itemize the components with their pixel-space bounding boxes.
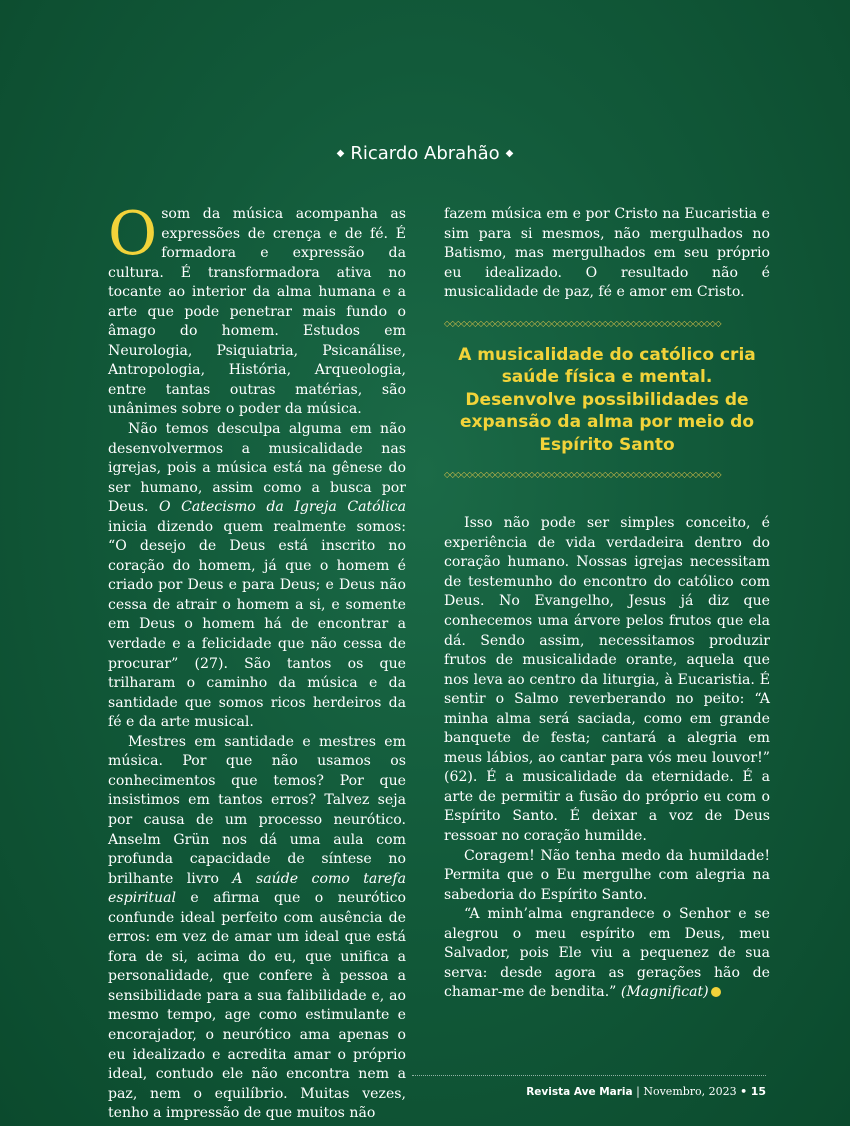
right-column bbox=[444, 205, 770, 1003]
book-title: A saúde como tarefa espiritual bbox=[108, 870, 406, 907]
byline bbox=[0, 143, 850, 164]
paragraph: Isso não pode ser simples conceito, é experiência de vida verdadeira dentro do coração humano. Nossas igrejas necessitam de testemunho do encontro do católico com Deus. No Evangelho, Jesus já diz que conhecemos uma árvore pelos frutos que ela dá. Sendo assim, necessitamos produzir frutos de musicalidade orante, aquela que nos leva ao centro da liturgia, à Eucaristia. É sentir o Salmo reverberando no peito: “A minha alma será saciada, como em grande banquete de festa; cantará a alegria em meus lábios, ao cantar para vós meu louvor!” (62). É a musicalidade da eternidade. É a arte de permitir a fusão do próprio eu com o Espírito Santo. É deixar a voz de Deus ressoar no coração humilde. bbox=[444, 515, 770, 844]
ornament-divider: ◇◇◇◇◇◇◇◇◇◇◇◇◇◇◇◇◇◇◇◇◇◇◇◇◇◇◇◇◇◇◇◇◇◇◇◇◇◇◇◇◇◇◇◇◇◇◇◇◇ bbox=[444, 470, 721, 480]
paragraph: “A minh’alma engrandece o Senhor e se alegrou o meu espírito em Deus, meu Salvador, pois Ele viu a pequenez de sua serva: desde agora as gerações hão de chamar-me de bendita.” (Magnificat) bbox=[444, 906, 770, 1001]
author-name: Ricardo Abrahão bbox=[350, 143, 500, 164]
end-mark-icon bbox=[711, 987, 721, 997]
left-column bbox=[108, 199, 406, 1124]
diamond-icon: ◆ bbox=[505, 148, 514, 159]
paragraph: Coragem! Não tenha medo da humildade! Permita que o Eu mergulhe com alegria na sabedoria do Espírito Santo. bbox=[444, 847, 770, 903]
footer-bullet: • bbox=[740, 1085, 748, 1098]
paragraph: Osom da música acompanha as expressões de crença e de fé. É formadora e expressão da cultura. É transformadora ativa no tocante ao interior da alma humana e a arte que pode penetrar mais fundo o âmago do homem. Estudos em Neurologia, Psiquiatria, Psicanálise, Antropologia, História, Arqueologia, entre tantas outras matérias, são unânimes sobre o poder da música. bbox=[108, 199, 406, 418]
diamond-icon: ◆ bbox=[336, 148, 345, 159]
page-number: 15 bbox=[750, 1085, 766, 1098]
footer bbox=[526, 1085, 766, 1098]
book-title: O Catecismo da Igreja Católica bbox=[159, 499, 406, 516]
pull-quote: A musicalidade do católico cria saúde física e mental. Desenvolve possibilidades de expansão da alma por meio do Espírito Santo bbox=[458, 344, 756, 455]
paragraph: Mestres em santidade e mestres em música. Por que não usamos os conhecimentos que temos? Por que insistimos em tantos erros? Talvez seja por causa de um processo neurótico. Anselm Grün nos dá uma aula com profunda capacidade de síntese no brilhante livro A saúde como tarefa espiritual e afirma que o neurótico confunde ideal perfeito com ausência de erros: em vez de amar um ideal que está fora de si, acima do eu, que unifica a personalidade, que confere à pessoa a sensibilidade para a sua falibilidade e, ao mesmo tempo, age como estimulante e encorajador, o neurótico ama apenas o eu idealizado e acredita amar o próprio ideal, contudo ele não encontra nem a paz, nem o equilíbrio. Muitas vezes, tenho a impressão de que muitos não bbox=[108, 733, 406, 1122]
magazine-name: Revista Ave Maria bbox=[526, 1086, 633, 1098]
footer-separator: | bbox=[636, 1085, 640, 1098]
paragraph: Não temos desculpa alguma em não desenvolvermos a musicalidade nas igrejas, pois a música está na gênese do ser humano, assim como a busca por Deus. O Catecismo da Igreja Católica inicia dizendo quem realmente somos: “O desejo de Deus está inscrito no coração do homem, já que o homem é criado por Deus e para Deus; e Deus não cessa de atrair o homem a si, e somente em Deus o homem há de encontrar a verdade e a felicidade que não cessa de procurar” (27). São tantos os que trilharam o caminho da música e da santidade que somos ricos herdeiros da fé e da arte musical. bbox=[108, 421, 406, 731]
citation: (Magnificat) bbox=[620, 984, 709, 1001]
ornament-divider: ◇◇◇◇◇◇◇◇◇◇◇◇◇◇◇◇◇◇◇◇◇◇◇◇◇◇◇◇◇◇◇◇◇◇◇◇◇◇◇◇◇◇◇◇◇◇◇◇◇ bbox=[444, 318, 721, 328]
footer-rule bbox=[412, 1075, 766, 1076]
drop-cap: O bbox=[108, 199, 158, 269]
paragraph: fazem música em e por Cristo na Eucaristia e sim para si mesmos, não mergulhados no Batismo, mas mergulhados em seu próprio eu idealizado. O resultado não é musicalidade de paz, fé e amor em Cristo. bbox=[444, 206, 770, 301]
issue-date: Novembro, 2023 bbox=[643, 1085, 737, 1098]
